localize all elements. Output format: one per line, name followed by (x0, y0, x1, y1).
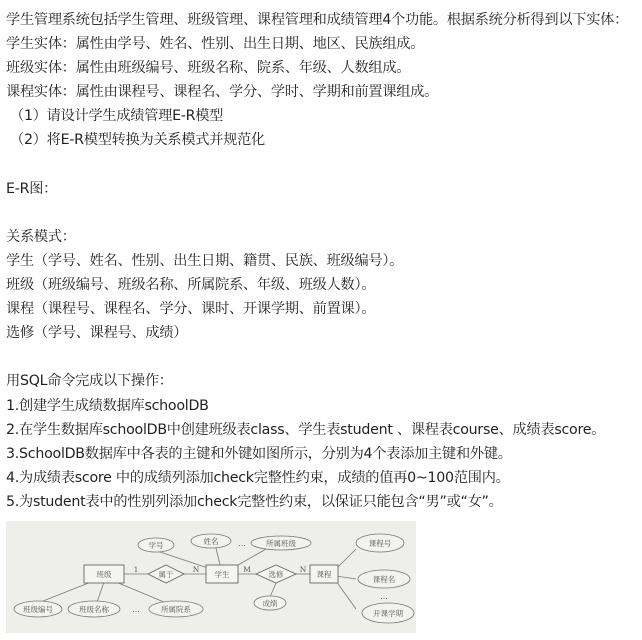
attr-enroll-score: 成绩 (262, 599, 278, 608)
er-diagram-photo (6, 521, 416, 633)
attr-student-id: 学号 (148, 541, 164, 550)
sql-step-1: 1.创建学生成绩数据库schoolDB (6, 397, 209, 414)
relationship-enroll-label: 选修 (268, 570, 284, 579)
entity-course-label: 课程 (316, 570, 332, 579)
ellipsis-class: … (132, 605, 140, 614)
task-1: （1）请设计学生成绩管理E-R模型 (10, 108, 224, 125)
attr-class-dept: 所属院系 (161, 605, 191, 614)
paragraph-intro: 学生管理系统包括学生管理、班级管理、课程管理和成绩管理4个功能。根据系统分析得到以下实体： (6, 12, 629, 28)
attr-class-name: 班级名称 (79, 605, 109, 614)
paragraph-student-entity: 学生实体：属性由学号、姓名、性别、出生日期、地区、民族组成。 (6, 36, 425, 53)
blank-line (6, 153, 640, 177)
relation-enroll: 选修（学号、课程号、成绩） (6, 325, 188, 342)
entity-class-label: 班级 (96, 570, 112, 579)
task-2: （2）将E-R模型转换为关系模式并规范化 (10, 132, 265, 149)
document-body (6, 8, 640, 514)
attr-course-name: 课程名 (372, 575, 396, 584)
attr-class-id: 班级编号 (23, 605, 53, 614)
blank-line (6, 201, 640, 225)
er-heading: E-R图： (6, 180, 58, 197)
entity-student-label: 学生 (214, 570, 230, 579)
attr-student-name: 姓名 (203, 537, 219, 546)
sql-step-2: 2.在学生数据库schoolDB中创建班级表class、学生表student 、课程表course、成绩表score。 (6, 421, 606, 438)
sql-step-3: 3.SchoolDB数据库中各表的主键和外键如图所示，分别为4个表添加主键和外键。 (6, 445, 512, 462)
cardinality-student-enroll: M (243, 565, 251, 574)
cardinality-student-belongs: N (192, 565, 200, 574)
sql-step-5: 5.为student表中的性别列添加check完整性约束，以保证只能包含“男”或“女”。 (6, 493, 503, 510)
sql-step-4: 4.为成绩表score 中的成绩列添加check完整性约束，成绩的值再0~100范围内。 (6, 469, 510, 486)
er-diagram (6, 521, 416, 633)
relation-course: 课程（课程号、课程名、学分、课时、开课学期、前置课）。 (6, 301, 376, 318)
sql-heading: 用SQL命令完成以下操作： (6, 373, 173, 390)
attr-course-id: 课程号 (368, 539, 392, 548)
relationship-belongs-label: 属于 (158, 570, 174, 579)
ellipsis-course: … (380, 592, 388, 601)
relation-class: 班级（班级编号、班级名称、所属院系、年级、班级人数）。 (6, 277, 376, 294)
relation-heading: 关系模式： (6, 228, 76, 245)
relation-student: 学生（学号、姓名、性别、出生日期、籍贯、民族、班级编号）。 (6, 252, 404, 269)
attr-course-term: 开课学期 (373, 609, 403, 618)
cardinality-course: N (299, 565, 307, 574)
paragraph-course-entity: 课程实体：属性由课程号、课程名、学分、学时、学期和前置课组成。 (6, 84, 439, 101)
ellipsis-student: … (238, 539, 246, 548)
blank-line (6, 345, 640, 369)
attr-student-class: 所属班级 (266, 539, 296, 548)
cardinality-class: 1 (133, 565, 139, 574)
paragraph-class-entity: 班级实体：属性由班级编号、班级名称、院系、年级、人数组成。 (6, 60, 411, 77)
